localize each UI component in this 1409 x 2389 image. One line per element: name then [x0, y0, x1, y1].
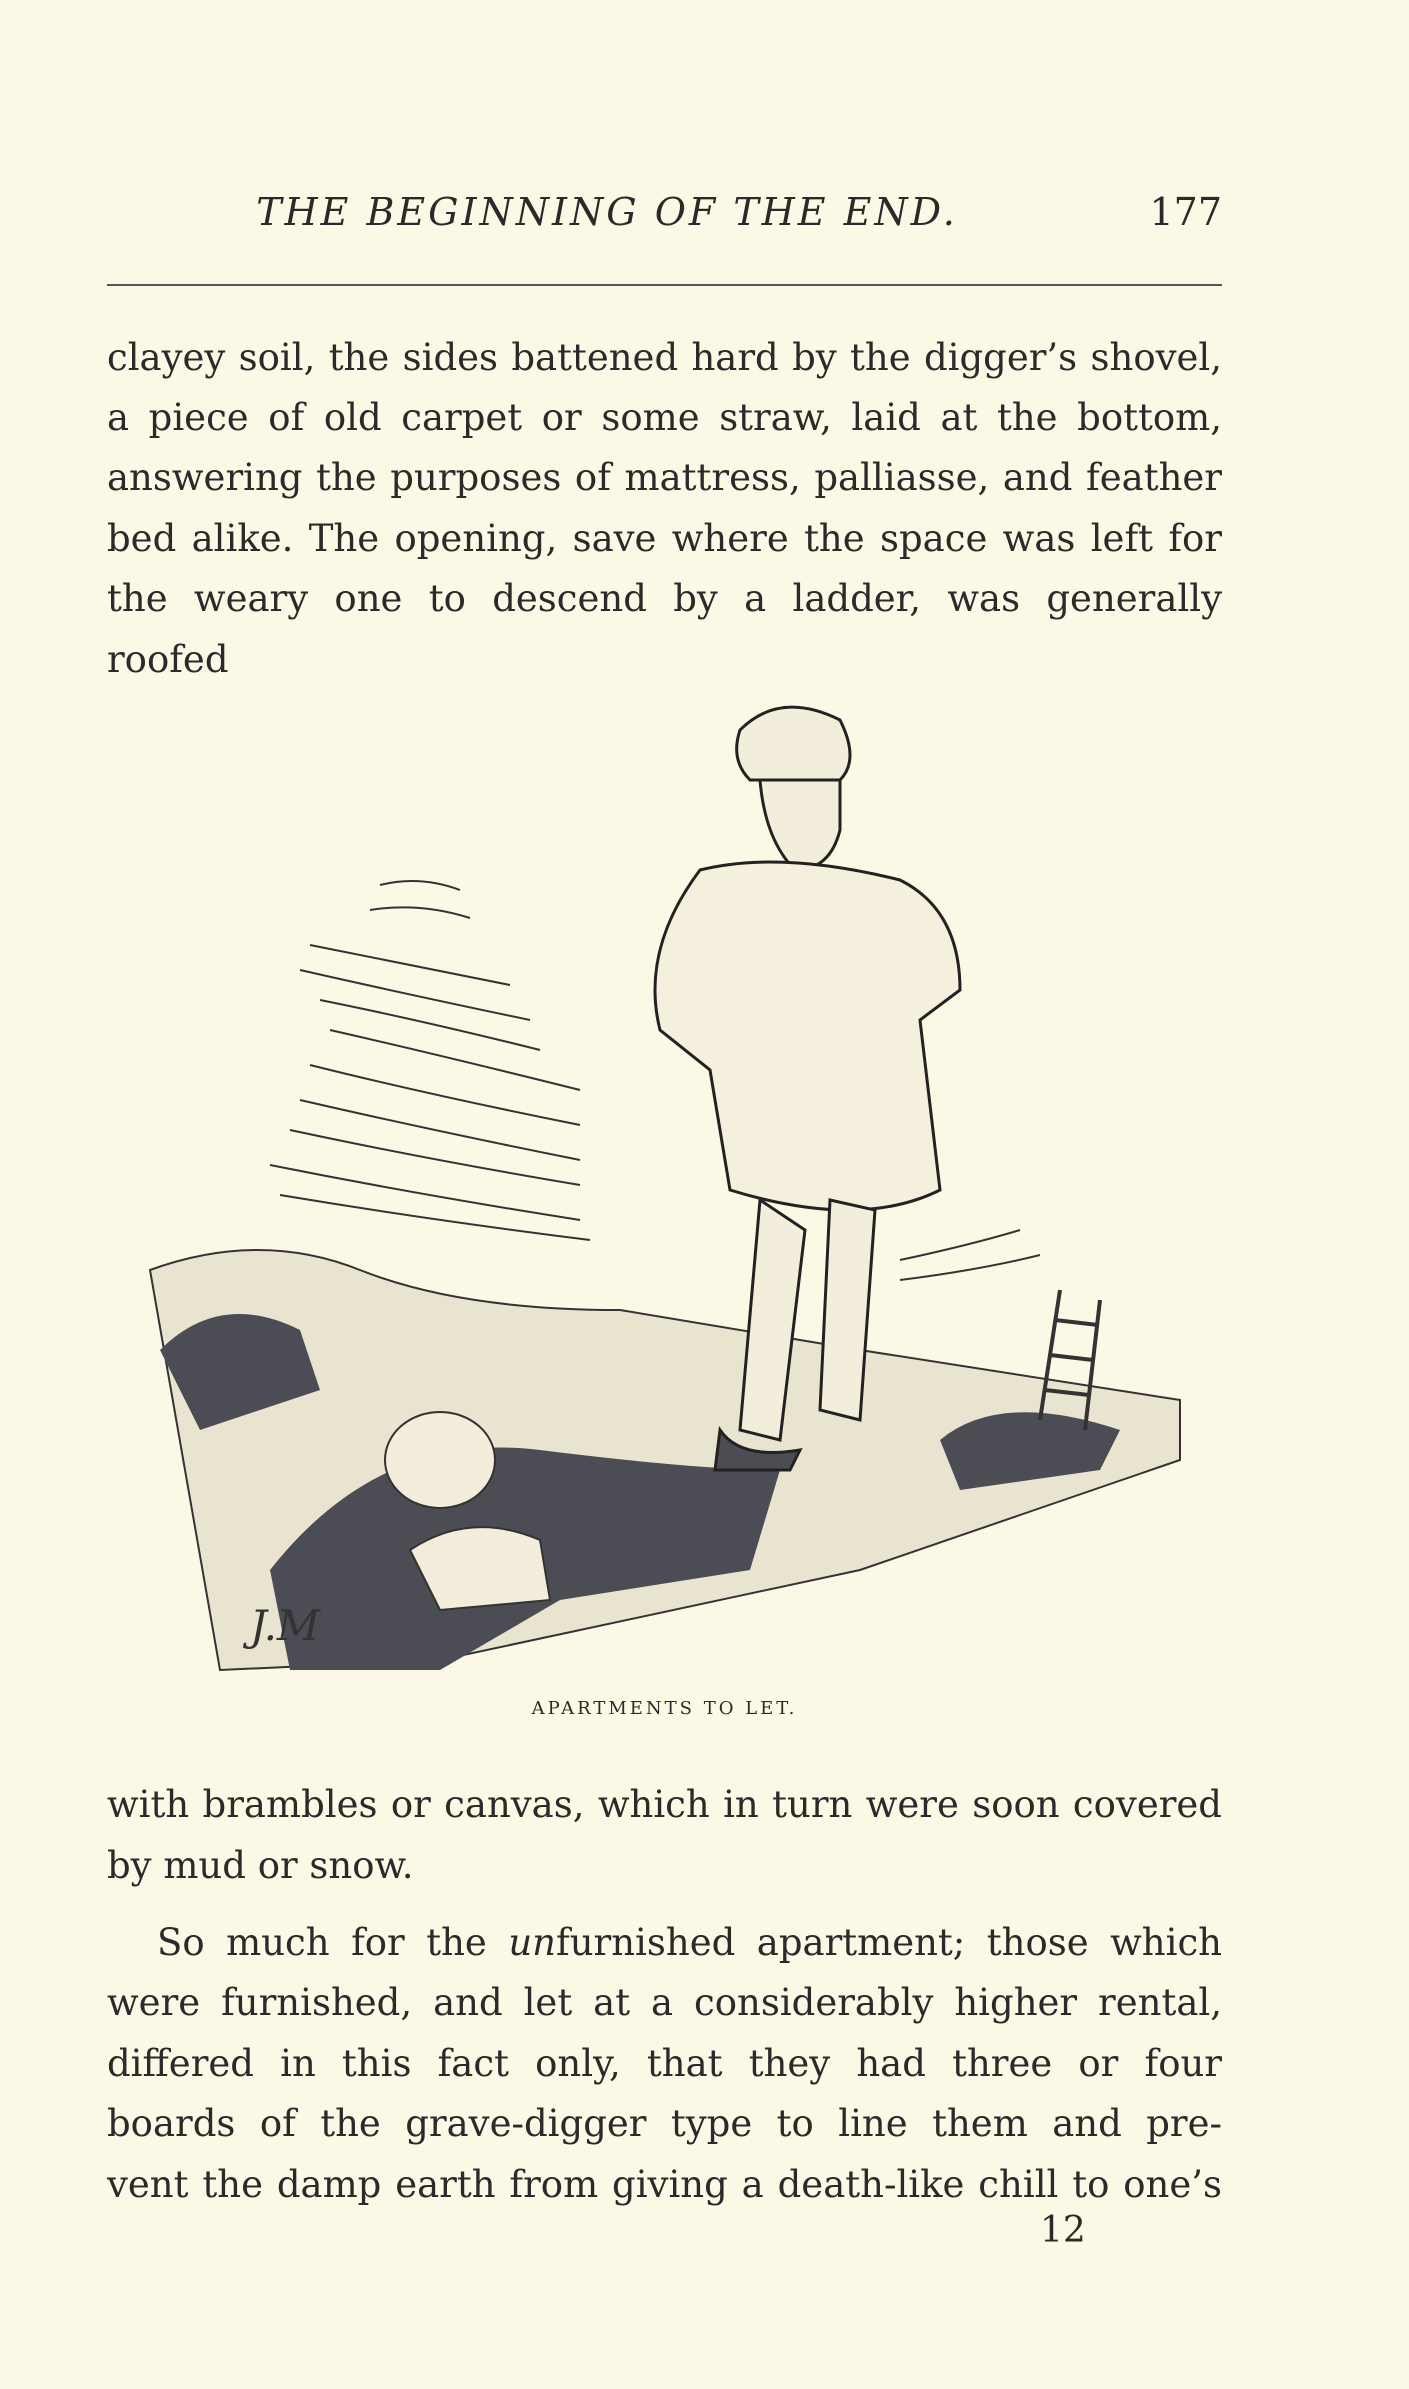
- page-number: 177: [1149, 190, 1222, 234]
- paragraph-line: a piece of old carpet or some straw, laid at the bottom,: [107, 396, 1222, 439]
- running-header: [107, 190, 1222, 250]
- paragraph-line: clayey soil, the sides battened hard by the digger’s shovel,: [107, 336, 1222, 379]
- signature-mark: 12: [1040, 2210, 1086, 2251]
- emphasis-text: un: [508, 1921, 556, 1964]
- text-fragment: So much for the: [157, 1921, 509, 1964]
- paragraph-line: [107, 1913, 1222, 1974]
- paragraph-line: the weary one to descend by a ladder, was generally roofed: [107, 577, 1222, 681]
- artist-initials: J.M: [250, 1601, 320, 1650]
- paragraph-line: answering the purposes of mattress, palliasse, and feather: [107, 456, 1222, 499]
- paragraph-line: with brambles or canvas, which in turn were soon covered: [107, 1783, 1222, 1826]
- illustration-caption: APARTMENTS TO LET.: [531, 1698, 798, 1719]
- paragraph-line: bed alike. The opening, save where the space was left for: [107, 517, 1222, 560]
- paragraph-line: vent the damp earth from giving a death-like chill to one’s: [107, 2163, 1222, 2206]
- illustration-apartments: [140, 670, 1220, 1690]
- paragraph-line: differed in this fact only, that they had three or four: [107, 2042, 1222, 2085]
- text-fragment: furnished apartment; those which: [556, 1921, 1223, 1964]
- paragraph-line: were furnished, and let at a considerably higher rental,: [107, 1981, 1222, 2024]
- header-rule: [107, 284, 1222, 286]
- paragraph-line: by mud or snow.: [107, 1844, 414, 1887]
- running-title: THE BEGINNING OF THE END.: [256, 190, 958, 234]
- paragraph-line: boards of the grave-digger type to line them and pre-: [107, 2102, 1222, 2145]
